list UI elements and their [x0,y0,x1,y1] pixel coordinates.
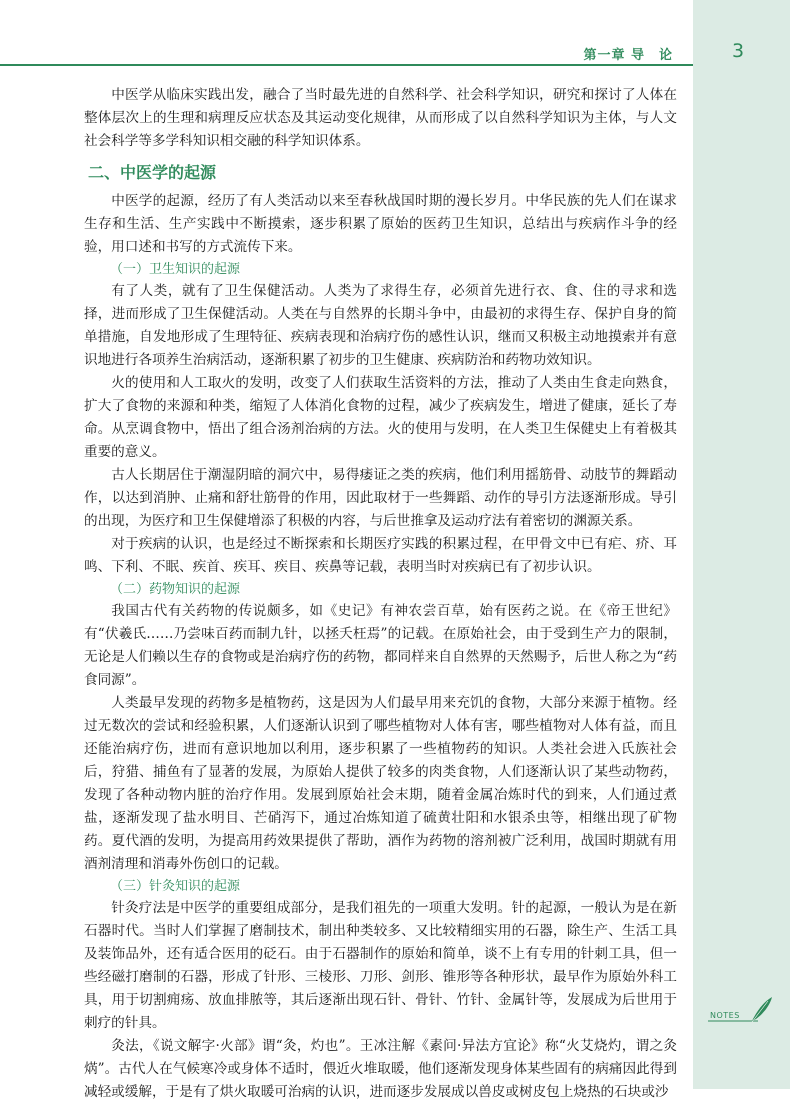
notes-badge [706,995,778,1025]
paragraph: 有了人类，就有了卫生保健活动。人类为了求得生存，必须首先进行衣、食、住的寻求和选择，进而形成了卫生保健活动。人类在与自然界的长期斗争中，由最初的求得生存、保护自身的简单措施，自发地形成了生理特征、疾病表现和治病疗伤的感性认识，继而又积极主动地摸索并有意识地进行各项养生治病活动，逐渐积累了初步的卫生健康、疾病防治和药物功效知识。 [84,283,677,368]
section-intro: 中医学的起源，经历了有人类活动以来至春秋战国时期的漫长岁月。中华民族的先人们在谋求生存和生活、生产实践中不断摸索，逐步积累了原始的医药卫生知识，总结出与疾病作斗争的经验，用口述和书写的方式流传下来。 [84,193,677,255]
paragraph: 古人长期居住于潮湿阴暗的洞穴中，易得痿证之类的疾病，他们利用摇筋骨、动肢节的舞蹈动作，以达到消肿、止痛和舒壮筋骨的作用，因此取材于一些舞蹈、动作的导引方法逐渐形成。导引的出现，为医疗和卫生保健增添了积极的内容，与后世推拿及运动疗法有着密切的渊源关系。 [84,467,677,529]
paragraph: 人类最早发现的药物多是植物药，这是因为人们最早用来充饥的食物，大部分来源于植物。经过无数次的尝试和经验积累，人们逐渐认识到了哪些植物对人体有害，哪些植物对人体有益，而且还能治病疗伤，进而有意识地加以利用，逐步积累了一些植物药的知识。人类社会进入氏族社会后，狩猎、捕鱼有了显著的发展，为原始人提供了较多的肉类食物，人们逐渐认识了某些动物药，发现了各种动物内脏的治疗作用。发展到原始社会末期，随着金属冶炼时代的到来，人们通过煮盐，逐渐发现了盐水明目、芒硝泻下，通过冶炼知道了硫黄壮阳和水银杀虫等，相继出现了矿物药。夏代酒的发明，为提高用药效果提供了帮助，酒作为药物的溶剂被广泛利用，战国时期就有用酒剂清理和消毒外伤创口的记载。 [84,695,677,872]
subsection-title-medicine: （二）药物知识的起源 [110,582,241,597]
notes-label: NOTES [710,1011,740,1020]
subsection-title-hygiene: （一）卫生知识的起源 [110,262,241,277]
paragraph: 对于疾病的认识，也是经过不断探索和长期医疗实践的积累过程，在甲骨文中已有疟、疥、耳鸣、下利、不眠、疾首、疾耳、疾目、疾鼻等记载，表明当时对疾病已有了初步认识。 [84,536,677,575]
chapter-header: 第一章 导 论 [583,48,673,63]
header-rule [0,64,693,66]
page-number: 3 [731,40,745,62]
paragraph: 针灸疗法是中医学的重要组成部分，是我们祖先的一项重大发明。针的起源，一般认为是在新石器时代。当时人们掌握了磨制技术，制出种类较多、又比较精细实用的石器，除生产、生活工具及装饰品外，还有适合医用的砭石。由于石器制作的原始和简单，谈不上有专用的针刺工具，但一些经磁打磨制的石器，形成了针形、三棱形、刀形、剑形、锥形等各种形状，最早作为原始外科工具，用于切割痈疡、放血排脓等，其后逐渐出现石针、骨针、竹针、金属针等，发展成为后世用于刺疗的针具。 [84,900,677,1031]
subsection-title-acupuncture: （三）针灸知识的起源 [110,879,241,894]
margin-sidebar [693,0,790,1089]
paragraph: 我国古代有关药物的传说颇多，如《史记》有神农尝百草，始有医药之说。在《帝王世纪》有“伏羲氏……乃尝味百药而制九针，以拯夭枉焉”的记载。在原始社会，由于受到生产力的限制，无论是人们赖以生存的食物或是治病疗伤的药物，都同样来自自然界的天然赐予，后世人称之为“药食同源”。 [84,603,677,688]
intro-paragraph: 中医学从临床实践出发，融合了当时最先进的自然科学、社会科学知识，研究和探讨了人体在整体层次上的生理和病理反应状态及其运动变化规律，从而形成了以自然科学知识为主体，与人文社会科学等多学科知识相交融的科学知识体系。 [84,87,677,149]
quill-pen-icon [706,995,778,1025]
paragraph: 火的使用和人工取火的发明，改变了人们获取生活资料的方法，推动了人类由生食走向熟食，扩大了食物的来源和种类，缩短了人体消化食物的过程，减少了疾病发生，增进了健康，延长了寿命。从烹调食物中，悟出了组合汤剂治病的方法。火的使用与发明，在人类卫生保健史上有着极其重要的意义。 [84,375,677,460]
paragraph: 灸法，《说文解字·火部》谓“灸，灼也”。王冰注解《素问·异法方宜论》称“火艾烧灼，谓之灸焫”。古代人在气候寒冷或身体不适时，偎近火堆取暖，他们逐渐发现身体某些固有的病痛因此得到减轻或缓解，于是有了烘火取暖可治病的认识，进而逐步发展成以兽皮或树皮包上烧热的石块或沙 [84,1038,677,1100]
section-title: 二、中医学的起源 [88,163,217,182]
main-content [84,84,677,1104]
